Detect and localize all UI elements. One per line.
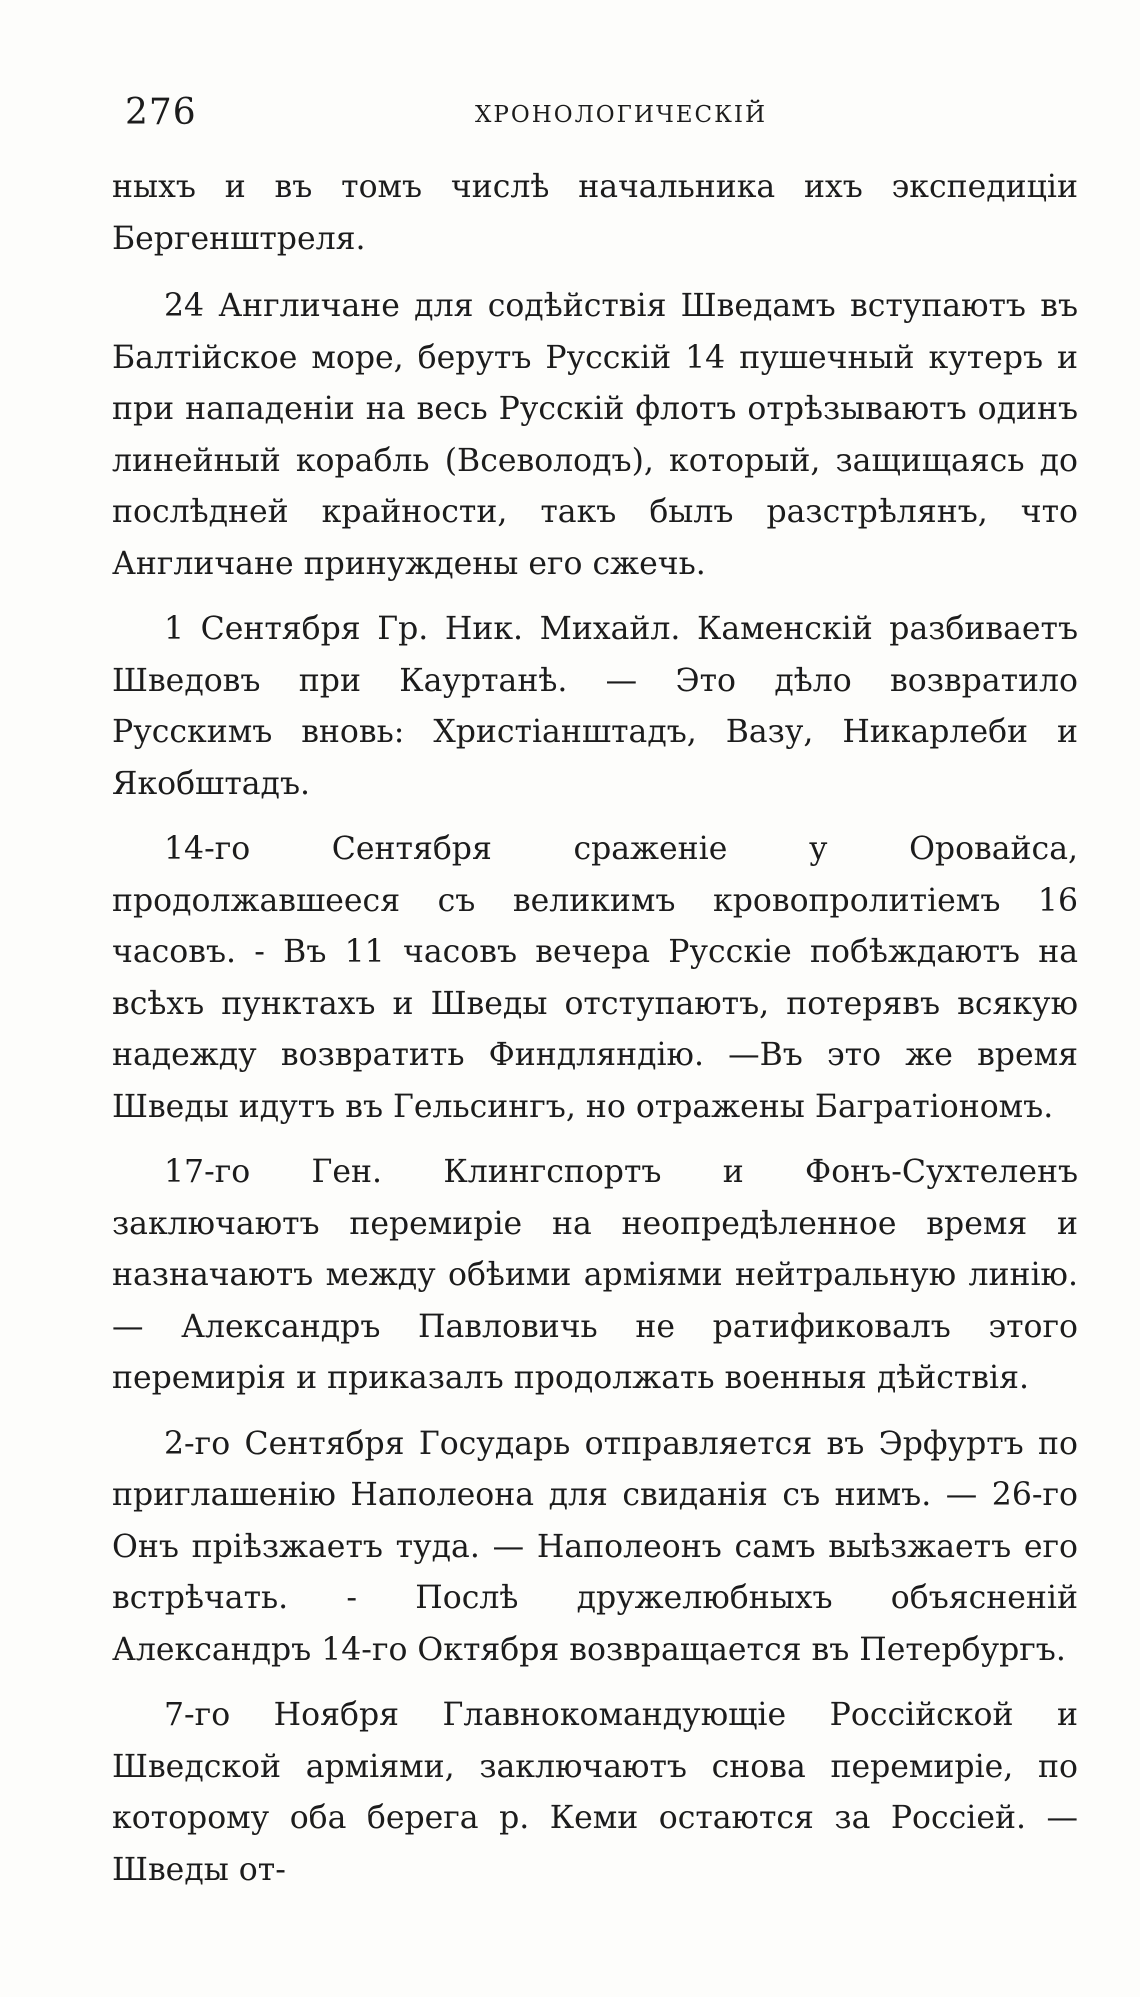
paragraph-kaurtane-battle: 1 Сентября Гр. Ник. Михайл. Каменскій разбиваетъ Шведовъ при Кауртанѣ. — Это дѣло возвратило Русскимъ вновь: Христіанштадъ, Вазу, Никарлеби и Якобштадъ. [112, 611, 1078, 802]
page-number: 276 [125, 92, 197, 133]
paragraph-english-fleet: 24 Англичане для содѣйствія Шведамъ вступаютъ въ Балтійское море, берутъ Русскій 14 пушечный кутеръ и при нападеніи на весь Русскій флотъ отрѣзываютъ одинъ линейный корабль (Всеволодъ), который, защищаясь до послѣдней крайности, такъ былъ разстрѣлянъ, что Англичане принуждены его сжечь. [112, 288, 1078, 582]
paragraph-orovais-battle: 14-го Сентября сраженіе у Оровайса, продолжавшееся съ великимъ кровопролитіемъ 16 часовъ. - Въ 11 часовъ вечера Русскіе побѣждаютъ на всѣхъ пунктахъ и Шведы отступаютъ, потерявъ всякую надежду возвратить Финдляндію. —Въ это же время Шведы идутъ въ Гельсингъ, но отражены Багратіономъ. [112, 831, 1078, 1125]
paragraph-armistice: 17-го Ген. Клингспортъ и Фонъ-Сухтеленъ заключаютъ перемиріе на неопредѣленное время и назначаютъ между обѣими арміями нейтральную линію. — Александръ Павловичь не ратификовалъ этого перемирія и приказалъ продолжать военныя дѣйствія. [112, 1154, 1078, 1396]
paragraph-continued: ныхъ и въ томъ числѣ начальника ихъ экспедиціи Бергенштреля. [112, 169, 1078, 257]
paragraph-erfurt: 2-го Сентября Государь отправляется въ Эрфуртъ по приглашенію Наполеона для свиданія съ нимъ. — 26-го Онъ пріѣзжаетъ туда. — Наполеонъ самъ выѣзжаетъ его встрѣчать. - Послѣ дружелюбныхъ объясненій Александръ 14-го Октября возвращается въ Петербургъ. [112, 1425, 1078, 1668]
body-text [112, 162, 1078, 1910]
running-head: ХРОНОЛОГИЧЕСКІЙ [475, 102, 768, 128]
paragraph-november-armistice: 7-го Ноября Главнокомандующіе Россійской и Шведской арміями, заключаютъ снова перемиріе, по которому оба берега р. Кеми остаются за Россіей. —Шведы от- [112, 1697, 1078, 1888]
page-header [125, 92, 1080, 142]
